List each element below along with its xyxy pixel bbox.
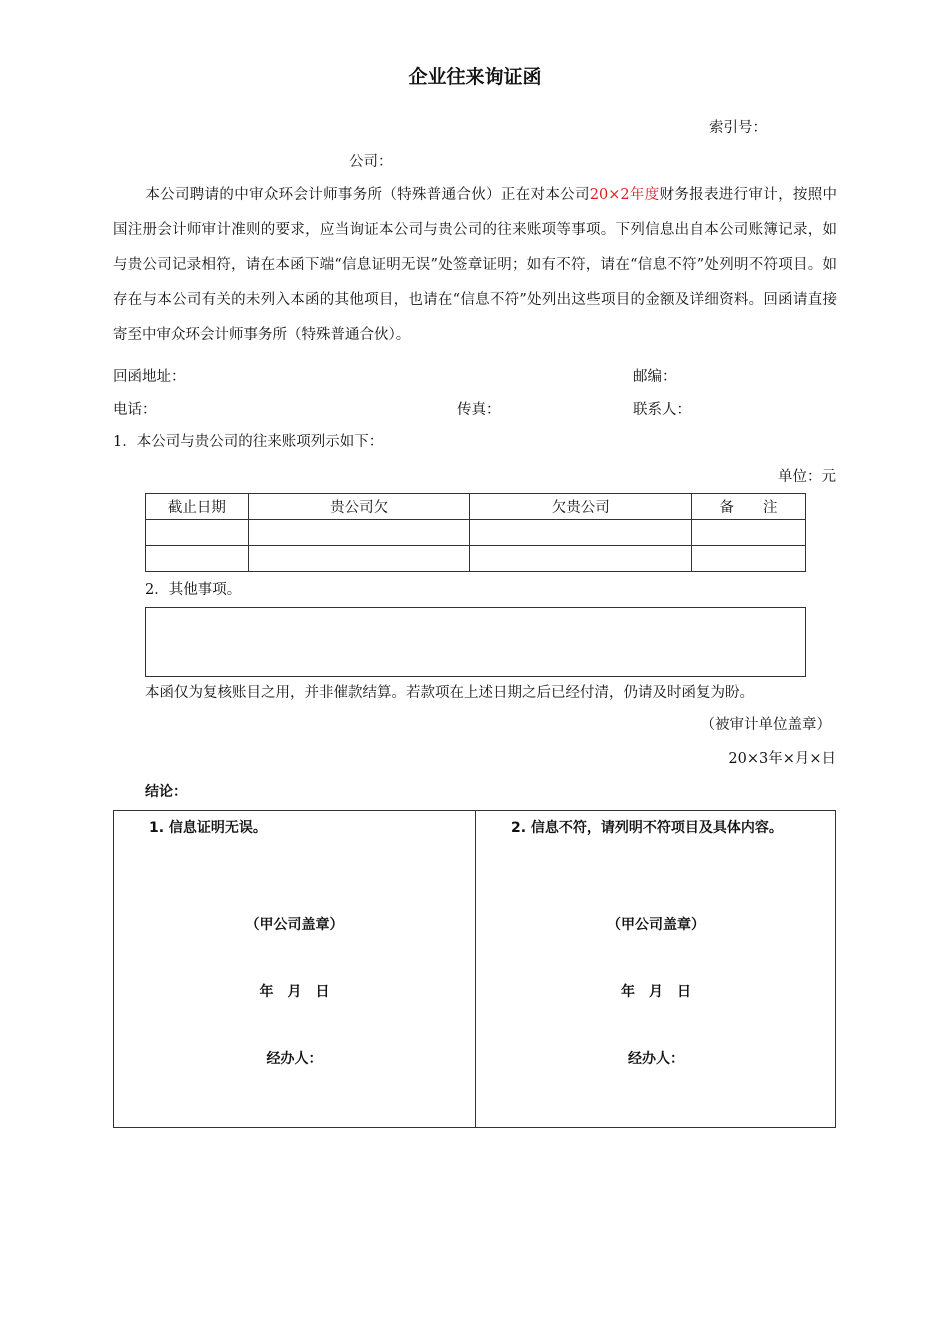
- body-paragraph: [113, 178, 837, 353]
- right-handler: 经办人：: [628, 1051, 684, 1067]
- table-cell[interactable]: [146, 546, 249, 572]
- confirm-correct-heading: 1. 信息证明无误。: [149, 820, 267, 836]
- header-owed-to-you: 欠贵公司: [470, 494, 692, 520]
- table-cell[interactable]: [248, 546, 470, 572]
- left-handler: 经办人：: [266, 1051, 323, 1067]
- index-number-label: 索引号：: [709, 120, 767, 136]
- header-cutoff-date: 截止日期: [146, 494, 249, 520]
- table-cell[interactable]: [692, 546, 806, 572]
- discrepancy-heading: 2. 信息不符，请列明不符项目及具体内容。: [511, 820, 783, 836]
- right-seal: （甲公司盖章）: [607, 917, 705, 933]
- date-label: 20×3年×月×日: [728, 751, 836, 767]
- conclusion-label: 结论：: [145, 784, 187, 800]
- conclusion-divider: [475, 811, 476, 1127]
- right-date: 年 月 日: [621, 984, 691, 1000]
- other-matters-box[interactable]: [145, 607, 806, 677]
- contact-person-label: 联系人：: [633, 402, 691, 418]
- seal-label: （被审计单位盖章）: [700, 717, 831, 733]
- table-cell[interactable]: [470, 546, 692, 572]
- section1-heading: 1．本公司与贵公司的往来账项列示如下：: [113, 434, 384, 450]
- page-title: 企业往来询证函: [408, 66, 542, 88]
- company-label: 公司：: [349, 154, 393, 170]
- table-cell[interactable]: [146, 520, 249, 546]
- table-row: [146, 546, 806, 572]
- left-seal: （甲公司盖章）: [245, 917, 344, 933]
- note-text: 本函仅为复核账目之用，并非催款结算。若款项在上述日期之后已经付清，仍请及时函复为盼。: [145, 685, 754, 701]
- unit-label: 单位：元: [778, 469, 836, 485]
- body-part2: 财务报表进行审计，按照中国注册会计师审计准则的要求，应当询证本公司与贵公司的往来账项等事项。下列信息出自本公司账簿记录，如与贵公司记录相符，请在本函下端“信息证明无误”处签章证明；如有不符，请在“信息不符”处列明不符项目。如存在与本公司有关的未列入本函的其他项目，也请在“信息不符”处列出这些项目的金额及详细资料。回函请直接寄至中审众环会计师事务所（特殊普通合伙）。: [113, 187, 838, 343]
- table-cell[interactable]: [692, 520, 806, 546]
- audit-year: 20×2年度: [589, 187, 660, 203]
- reply-address-label: 回函地址：: [113, 369, 186, 385]
- header-owed-by-you: 贵公司欠: [248, 494, 470, 520]
- postcode-label: 邮编：: [633, 369, 677, 385]
- balance-table: [145, 493, 806, 572]
- conclusion-box: [113, 810, 836, 1128]
- section2-heading: 2．其他事项。: [145, 582, 242, 598]
- body-part1: 本公司聘请的中审众环会计师事务所（特殊普通合伙）正在对本公司: [145, 187, 590, 203]
- table-cell[interactable]: [248, 520, 470, 546]
- table-row: [146, 520, 806, 546]
- header-remarks: 备 注: [692, 494, 806, 520]
- table-header-row: [146, 494, 806, 520]
- left-date: 年 月 日: [259, 984, 330, 1000]
- table-cell[interactable]: [470, 520, 692, 546]
- fax-label: 传真：: [457, 402, 501, 418]
- phone-label: 电话：: [113, 402, 157, 418]
